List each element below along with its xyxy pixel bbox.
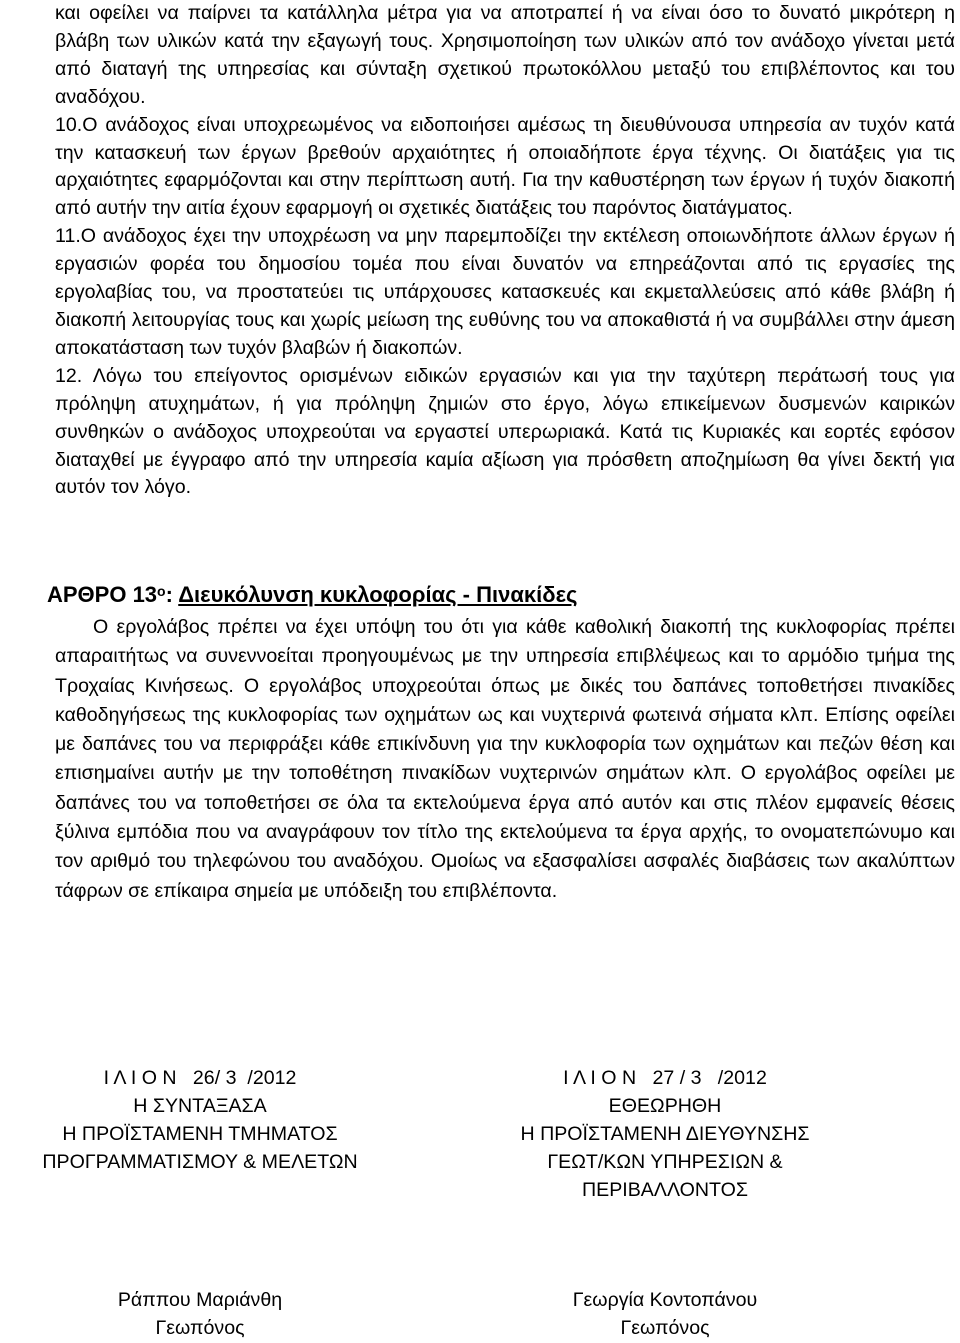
left-profession: Γεωπόνος [155, 1317, 245, 1339]
signature-block-right [450, 1064, 880, 1204]
article-title: Διευκόλυνση κυκλοφορίας - Πινακίδες [178, 582, 578, 607]
left-title-2: ΠΡΟΓΡΑΜΜΑΤΙΣΜΟΥ & ΜΕΛΕΤΩΝ [42, 1151, 358, 1173]
article-body-text: Ο εργολάβος πρέπει να έχει υπόψη του ότι για κάθε καθολική διακοπή της κυκλοφορίας πρέπει απαραιτήτως να συνεννοείται προηγουμένως με την υπηρεσία επιβλέψεως και το αρμόδιο τμήμα της Τροχαίας Κινήσεως. Ο εργολάβος υποχρεούται όπως με δικές του δαπάνες τοποθετήσει πινακίδες καθοδηγήσεως της κυκλοφορίας των οχημάτων ως και νυχτερινά φωτεινά σήματα κλπ. Επίσης οφείλει με δαπάνες του να περιφράξει κάθε επικίνδυνη για την κυκλοφορία των οχημάτων και πεζών θέση και επισημαίνει αυτήν με την τοποθέτηση πινακίδων νυχτερινών σημάτων κλπ. Ο εργολάβος οφείλει με δαπάνες του να τοποθετήσει σε όλα τα εκτελούμενα έργα από αυτόν και στις πλέον εμφανείς θέσεις ξύλινα εμπόδια που να αναγράφουν τον τίτλο της εκτελούμενα τα έργα αρχής, το ονοματεπώνυμο και τον αριθμό του τηλεφώνου του αναδόχου. Ομοίως να εξασφαλίσει ασφαλές διαβάσεις των ακαλύπτων τάφρων σε επίκαιρα σημεία με υπόδειξη του επιβλέποντα. [55, 616, 955, 902]
right-title-3: ΠΕΡΙΒΑΛΛΟΝΤΟΣ [582, 1179, 748, 1201]
signature-block-left [0, 1064, 400, 1176]
left-date: Ι Λ Ι Ο Ν 26/ 3 /2012 [103, 1067, 297, 1089]
right-title-2: ΓΕΩΤ/ΚΩΝ ΥΠΗΡΕΣΙΩΝ & [547, 1151, 783, 1173]
left-name: Ράππου Μαριάνθη [117, 1289, 283, 1311]
article-number: ΑΡΘΡΟ 13 [47, 582, 158, 607]
paragraph-10: 10.Ο ανάδοχος είναι υποχρεωμένος να ειδοποιήσει αμέσως τη διευθύνουσα υπηρεσία αν τυχόν κατά την κατασκευή των έργων βρεθούν αρχαιότητες ή οποιαδήποτε έργα τέχνης. Οι διατάξεις για τις αρχαιότητες εφαρμόζονται και στην περίπτωση αυτή. Για την καθυστέρηση των έργων ή τυχόν διακοπή από αυτήν την αιτία έχουν εφαρμογή οι σχετικές διατάξεις του παρόντος διατάγματος. [55, 113, 955, 220]
right-title-1: Η ΠΡΟΪΣΤΑΜΕΝΗ ΔΙΕΥΘΥΝΣΗΣ [520, 1123, 810, 1145]
article-body [55, 613, 955, 906]
article-number-suffix: ο [157, 583, 166, 599]
right-date: Ι Λ Ι Ο Ν 27 / 3 /2012 [563, 1067, 767, 1089]
body-text [55, 0, 955, 502]
right-role: ΕΘΕΩΡΗΘΗ [608, 1095, 722, 1117]
signatory-left [0, 1286, 400, 1342]
paragraph-11: 11.Ο ανάδοχος έχει την υποχρέωση να μην παρεμποδίζει την εκτέλεση οποιωνδήποτε άλλων έργων ή εργασιών φορέα του δημοσίου τομέα που είναι δυνατόν να επηρεάζονται από τις εργασίες της εργολαβίας του, να προστατεύει τις υπάρχουσες κατασκευές και εκμεταλλεύσεις από κάθε βλάβη ή διακοπή λειτουργίας τους και χωρίς μείωση της ευθύνης του να αποκαθιστά ή να συμβάλλει στην άμεση αποκατάσταση των τυχόν βλαβών ή διακοπών. [55, 225, 955, 359]
left-role: Η ΣΥΝΤΑΞΑΣΑ [133, 1095, 267, 1117]
right-profession: Γεωπόνος [620, 1317, 710, 1339]
paragraph-continuation: και οφείλει να παίρνει τα κατάλληλα μέτρα για να αποτραπεί ή να είναι όσο το δυνατό μικρότερη η βλάβη των υλικών κατά την εξαγωγή τους. Χρησιμοποίηση των υλικών από τον ανάδοχο γίνεται μετά από διαταγή της υπηρεσίας και σύνταξη σχετικού πρωτοκόλλου μεταξύ του επιβλέποντος και του αναδόχου. [55, 2, 955, 108]
article-colon: : [165, 582, 179, 607]
paragraph-12: 12. Λόγω του επείγοντος ορισμένων ειδικών εργασιών και για την ταχύτερη περάτωσή τους για πρόληψη ατυχημάτων, ή για πρόληψη ζημιών στο έργο, λόγω επικείμενων δυσμενών καιρικών συνθηκών ο ανάδοχος υποχρεούται να εργαστεί υπερωριακά. Κατά τις Κυριακές και εορτές εφόσον διαταχθεί με έγγραφο από την υπηρεσία καμία αξίωση για πρόσθετη αποζημίωση θα γίνει δεκτή για αυτόν τον λόγο. [55, 364, 955, 499]
left-title-1: Η ΠΡΟΪΣΤΑΜΕΝΗ ΤΜΗΜΑΤΟΣ [62, 1123, 338, 1145]
signatory-right [450, 1286, 880, 1342]
article-heading [47, 580, 947, 610]
right-name: Γεωργία Κοντοπάνου [572, 1289, 758, 1311]
